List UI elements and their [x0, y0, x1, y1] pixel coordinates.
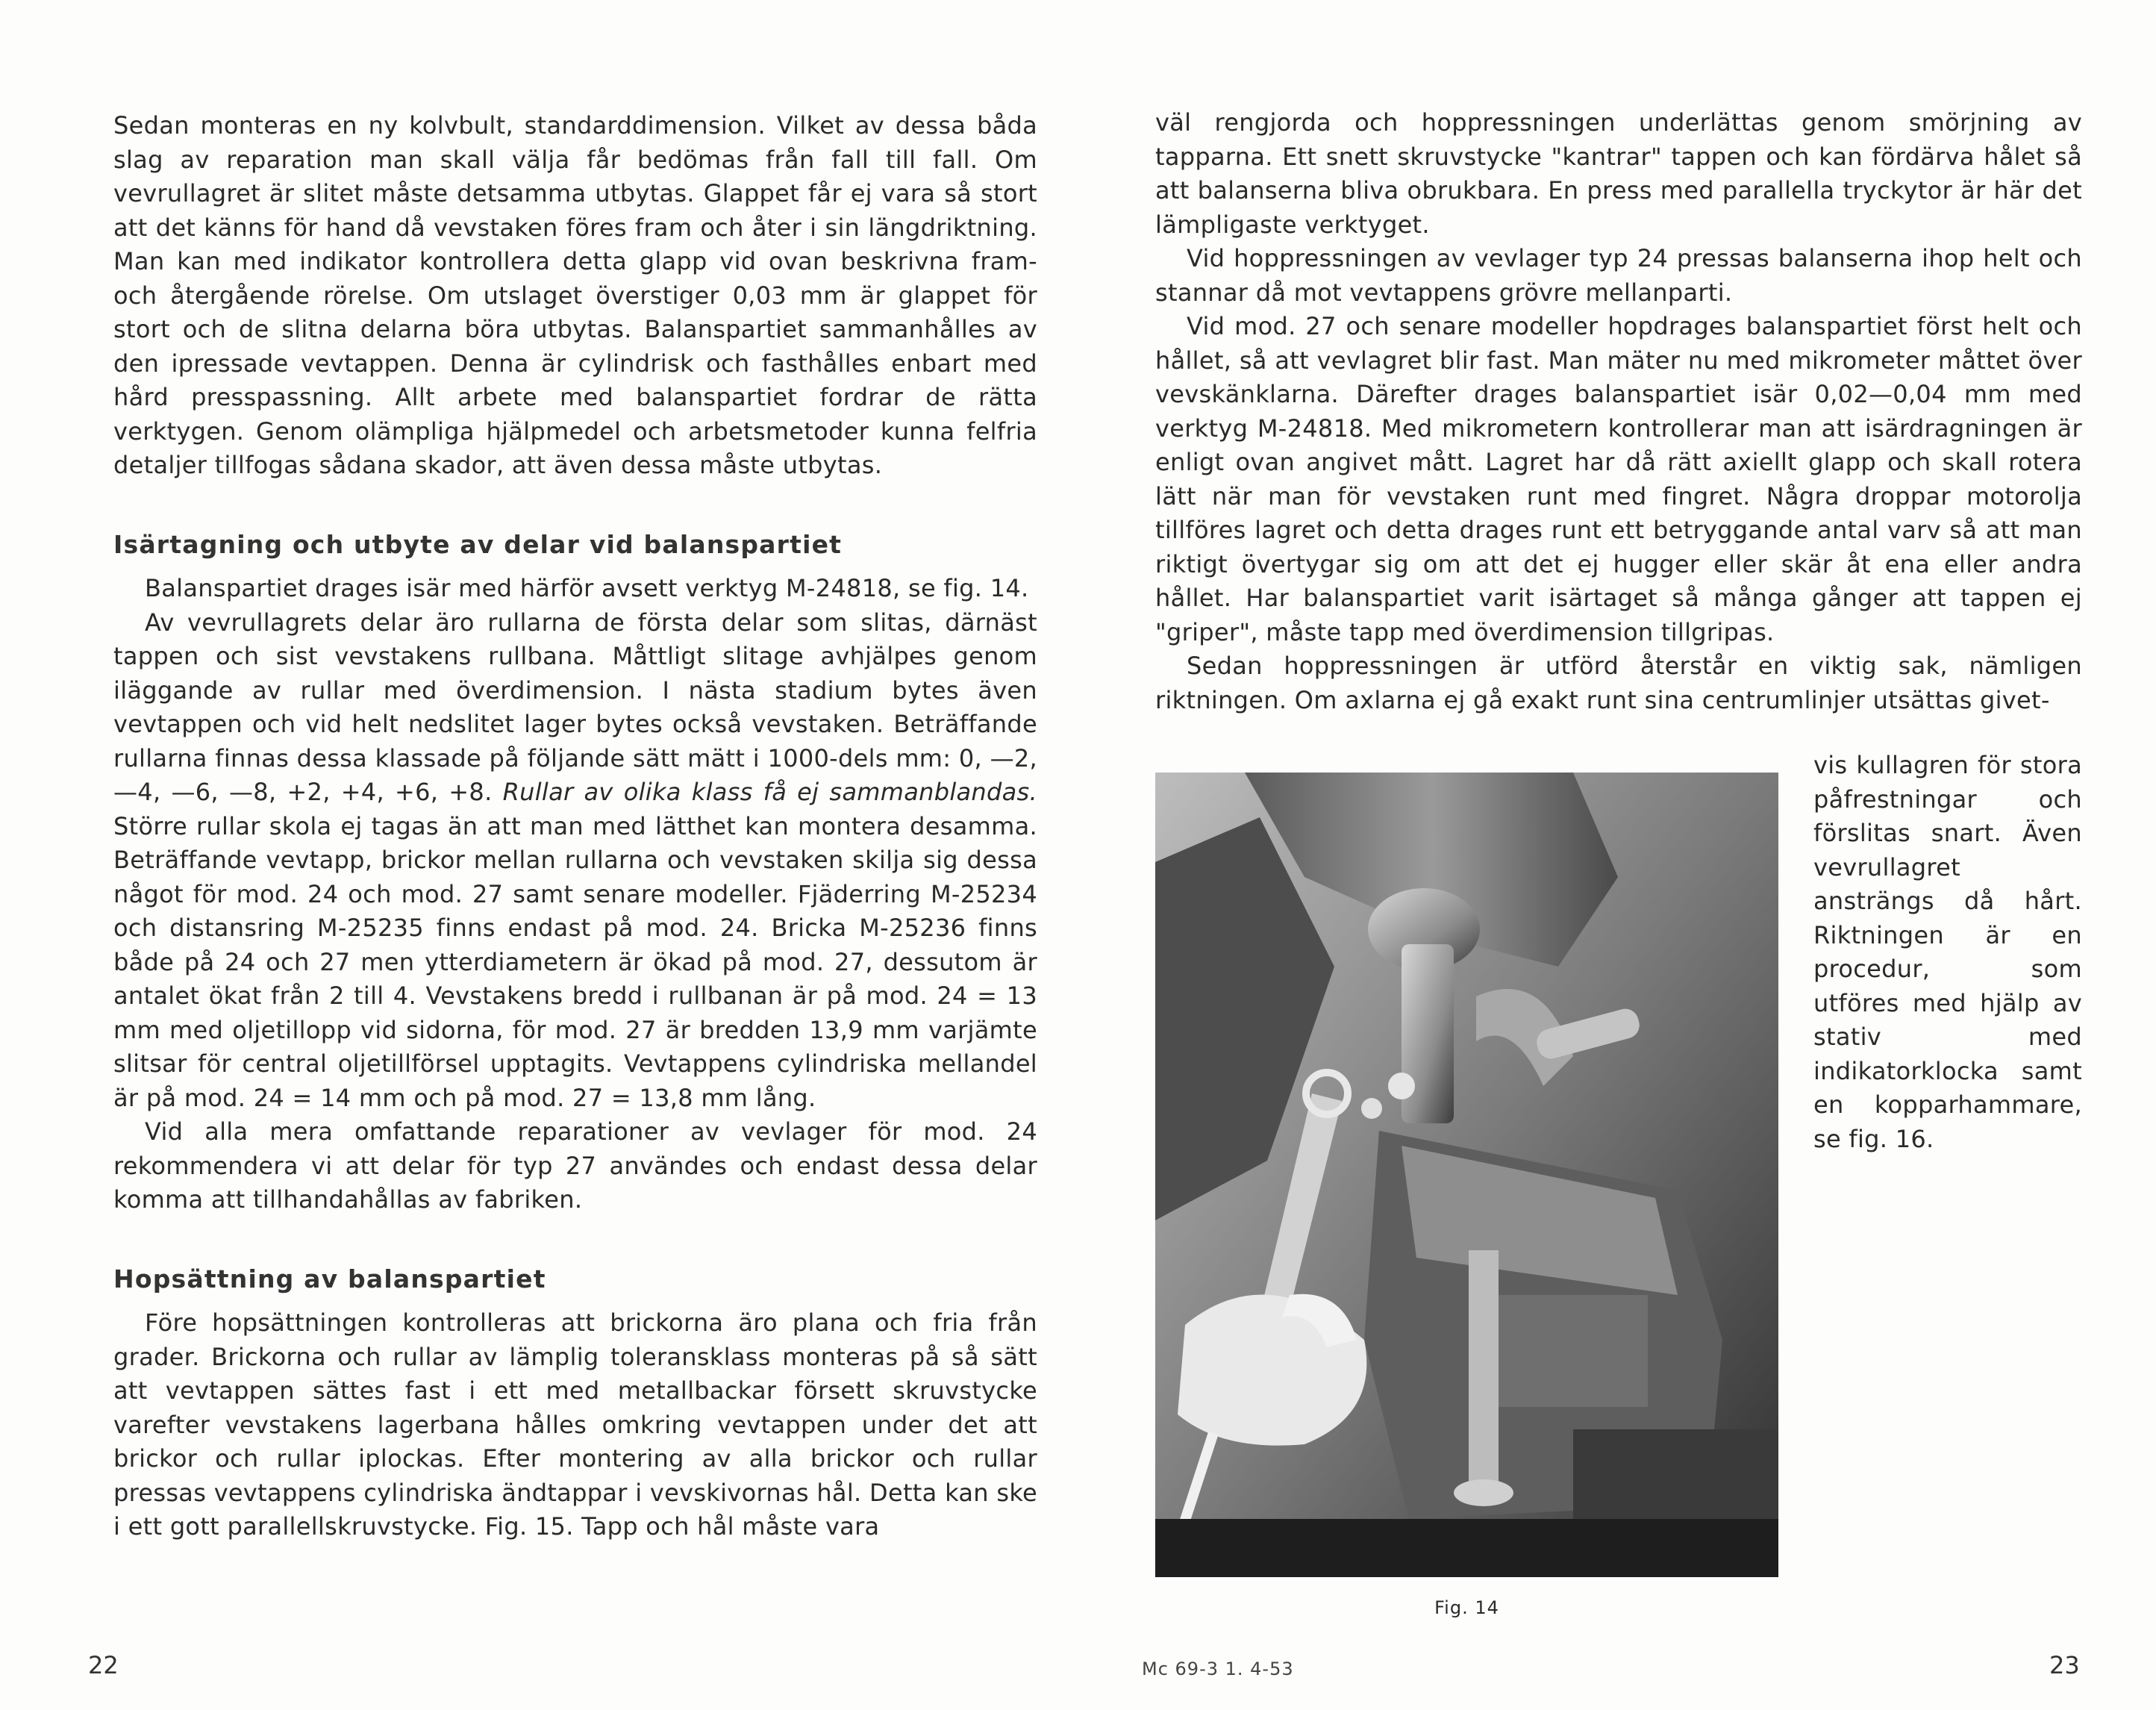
left-page-text [113, 109, 1037, 1544]
section-gap [113, 1217, 1037, 1262]
right-page-text [1155, 106, 2082, 717]
section-gap [113, 483, 1037, 528]
left-paragraph-3-part-a: Av vevrullagrets delar äro rullarna de första delar som slitas, därnäst tappen och sist vevstakens rullbana. Måttligt slitage avhjälpes genom iläggande av rullar med överdimension. I nästa stadium bytes även vevtappen och vid helt nedslitet lager bytes också vevstaken. Beträffande rullarna finnas dessa klassade på följande sätt mätt i 1000-dels mm: 0, —2, —4, —6, —8, +2, +4, +6, +8. [113, 608, 1037, 806]
left-paragraph-1: Sedan monteras en ny kolvbult, standarddimension. Vilket av dessa båda slag av reparation man skall välja får bedömas från fall till fall. Om vevrullagret är slitet måste detsamma utbytas. Glappet får ej vara så stort att det känns för hand då vevstaken föres fram och åter i sin längdriktning. Man kan med indikator kontrollera detta glapp vid ovan beskrivna fram- och återgående rörelse. Om utslaget överstiger 0,03 mm är glappet för stort och de slitna delarna böra utbytas. Balanspartiet sammanhålles av den ipressade vevtappen. Denna är cylindrisk och fasthålles enbart med hård presspassning. Allt arbete med balanspartiet fordrar de rätta verktygen. Genom olämpliga hjälpmedel och arbetsmetoder kunna felfria detaljer tillfogas sådana skador, att även dessa måste utbytas. [113, 111, 1037, 479]
vise-press-photo-illustration [1155, 773, 1778, 1577]
left-paragraph-3-part-b: Större rullar skola ej tagas än att man med lätthet kan montera desamma. Beträffande vevtapp, brickor mellan rullarna och vevstaken skilja sig dessa något för mod. 24 och mod. 27 samt senare modeller. Fjäderring M-25234 och distansring M-25235 finns endast på mod. 24. Bricka M-25236 finns både på 24 och 27 men ytterdiametern är ökad på mod. 27, dessutom är antalet ökat från 2 till 4. Vevstakens bredd i rullbanan är på mod. 24 = 13 mm med oljetillopp vid sidorna, för mod. 27 är bredden 13,9 mm varjämte slitsar för central oljetillförsel upptagits. Vevtappens cylindriska mellandel är på mod. 24 = 14 mm och på mod. 27 = 13,8 mm lång. [113, 811, 1037, 1112]
left-paragraph-2: Balanspartiet drages isär med härför avsett verktyg M-24818, se fig. 14. [145, 574, 1029, 602]
section-heading-disassembly: Isärtagning och utbyte av delar vid balanspartiet [113, 529, 843, 559]
workshop-photo [1155, 773, 1778, 1577]
figure-caption: Fig. 14 [1434, 1597, 1499, 1618]
section-heading-assembly: Hopsättning av balanspartiet [113, 1264, 546, 1294]
right-side-paragraph: vis kullagren för stora påfrestningar och förslitas snart. Även vevrullagret ansträngs då hårt. Riktningen är en procedur, som utföres med hjälp av stativ med indikatorklocka samt en kopparhammare, se fig. 16. [1813, 751, 2082, 1153]
footer-print-code: Mc 69-3 1. 4-53 [1142, 1658, 1294, 1679]
right-paragraph-2: Vid hoppressningen av vevlager typ 24 pressas balanserna ihop helt och stannar då mot vevtappens grövre mellanparti. [1155, 244, 2082, 307]
left-paragraph-5: Före hopsättningen kontrolleras att brickorna äro plana och fria från grader. Brickorna och rullar av lämplig toleransklass monteras på så sätt att vevtappen sättes fast i ett med metallbackar försett skruvstycke varefter vevstakens lagerbana hålles omkring vevtappen under det att brickor och rullar iplockas. Efter montering av alla brickor och rullar pressas vevtappens cylindriska ändtappar i vevskivornas hål. Detta kan ske i ett gott parallellskruvstycke. Fig. 15. Tapp och hål måste vara [113, 1308, 1037, 1541]
right-paragraph-4: Sedan hoppressningen är utförd återstår en viktig sak, nämligen riktningen. Om axlarna ej gå exakt runt sina centrumlinjer utsättas givet- [1155, 652, 2082, 714]
left-paragraph-3-italic: Rullar av olika klass få ej sammanblandas. [502, 778, 1037, 806]
page-number-left: 22 [88, 1651, 119, 1679]
page-number-right: 23 [2049, 1651, 2080, 1679]
left-paragraph-4: Vid alla mera omfattande reparationer av vevlager för mod. 24 rekommendera vi att delar för typ 27 användes och endast dessa delar komma att tillhandahållas av fabriken. [113, 1117, 1037, 1214]
right-paragraph-3: Vid mod. 27 och senare modeller hopdrages balanspartiet först helt och hållet, så att vevlagret blir fast. Man mäter nu med mikrometer måttet över vevskänklarna. Därefter drages balanspartiet isär 0,02—0,04 mm med verktyg M-24818. Med mikrometern kontrollerar man att isärdragningen är enligt ovan angivet mått. Lagret har då rätt axiellt glapp och skall rotera lätt när man för vevstaken runt med fingret. Några droppar motorolja tillföres lagret och detta drages runt ett betryggande antal varv så att man riktigt övertygar sig om att det ej hugger eller skär åt ena eller andra hållet. Har balanspartiet varit isärtaget så många gånger att tappen ej "griper", måste tapp med överdimension tillgripas. [1155, 312, 2082, 646]
left-paragraph-3 [113, 606, 1037, 1116]
right-paragraph-1: väl rengjorda och hoppressningen underlättas genom smörjning av tapparna. Ett snett skruvstycke "kantrar" tappen och kan fördärva hålet så att balanserna bliva obrukbara. En press med parallella tryckytor är här det lämpligaste verktyget. [1155, 108, 2082, 239]
right-page-side-text [1813, 749, 2082, 1156]
